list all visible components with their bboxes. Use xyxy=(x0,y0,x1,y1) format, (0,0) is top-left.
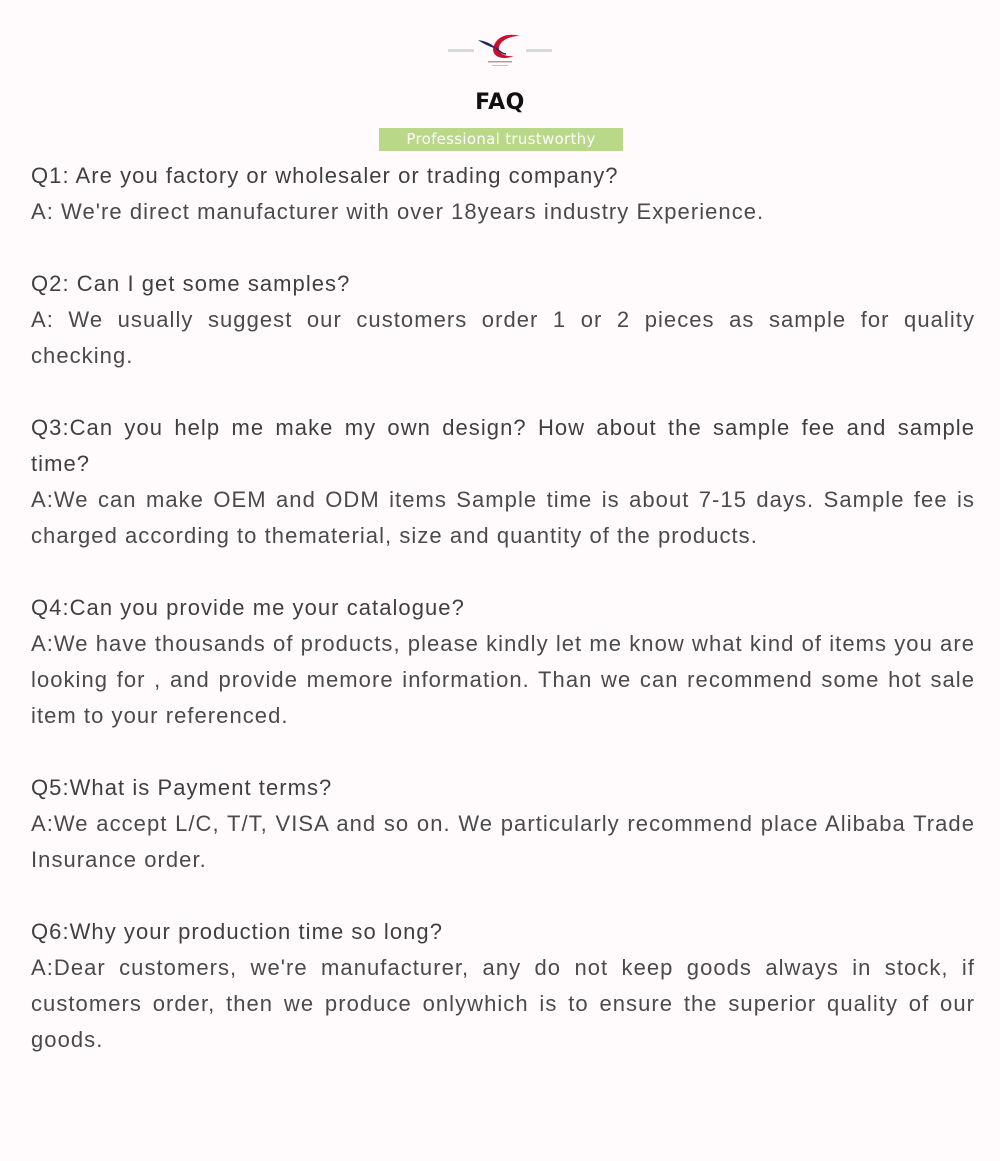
faq-item-2 xyxy=(31,266,975,374)
faq-answer: A: We usually suggest our customers order 1 or 2 pieces as sample for quality checking. xyxy=(31,307,975,368)
faq-question: Q4:Can you provide me your catalogue? xyxy=(31,595,465,620)
faq-answer: A:We accept L/C, T/T, VISA and so on. We particularly recommend place Alibaba Trade Insurance order. xyxy=(31,811,975,872)
faq-item-1 xyxy=(31,158,975,230)
faq-item-6 xyxy=(31,914,975,1058)
faq-header xyxy=(0,0,1000,160)
faq-question: Q5:What is Payment terms? xyxy=(31,775,333,800)
logo-divider-right xyxy=(526,49,552,52)
faq-answer: A:We can make OEM and ODM items Sample time is about 7-15 days. Sample fee is charged according to thematerial, size and quantity of the products. xyxy=(31,487,975,548)
faq-answer: A:Dear customers, we're manufacturer, any do not keep goods always in stock, if customers order, then we produce onlywhich is to ensure the superior quality of our goods. xyxy=(31,955,975,1052)
logo-divider-left xyxy=(448,49,474,52)
logo xyxy=(448,30,552,72)
faq-answer: A:We have thousands of products, please kindly let me know what kind of items you are looking for , and provide memore information. Than we can recommend some hot sale item to your referenced. xyxy=(31,631,975,728)
faq-question: Q6:Why your production time so long? xyxy=(31,919,443,944)
tagline-badge: Professional trustworthy xyxy=(379,128,623,151)
faq-item-5 xyxy=(31,770,975,878)
faq-question: Q2: Can I get some samples? xyxy=(31,271,351,296)
bird-swoosh-logo-icon xyxy=(476,30,524,70)
faq-question: Q1: Are you factory or wholesaler or trading company? xyxy=(31,163,619,188)
faq-item-4 xyxy=(31,590,975,734)
faq-answer: A: We're direct manufacturer with over 18years industry Experience. xyxy=(31,199,765,224)
page-title: FAQ xyxy=(475,90,525,115)
faq-list xyxy=(31,158,975,1094)
faq-item-3 xyxy=(31,410,975,554)
faq-question: Q3:Can you help me make my own design? How about the sample fee and sample time? xyxy=(31,415,975,476)
